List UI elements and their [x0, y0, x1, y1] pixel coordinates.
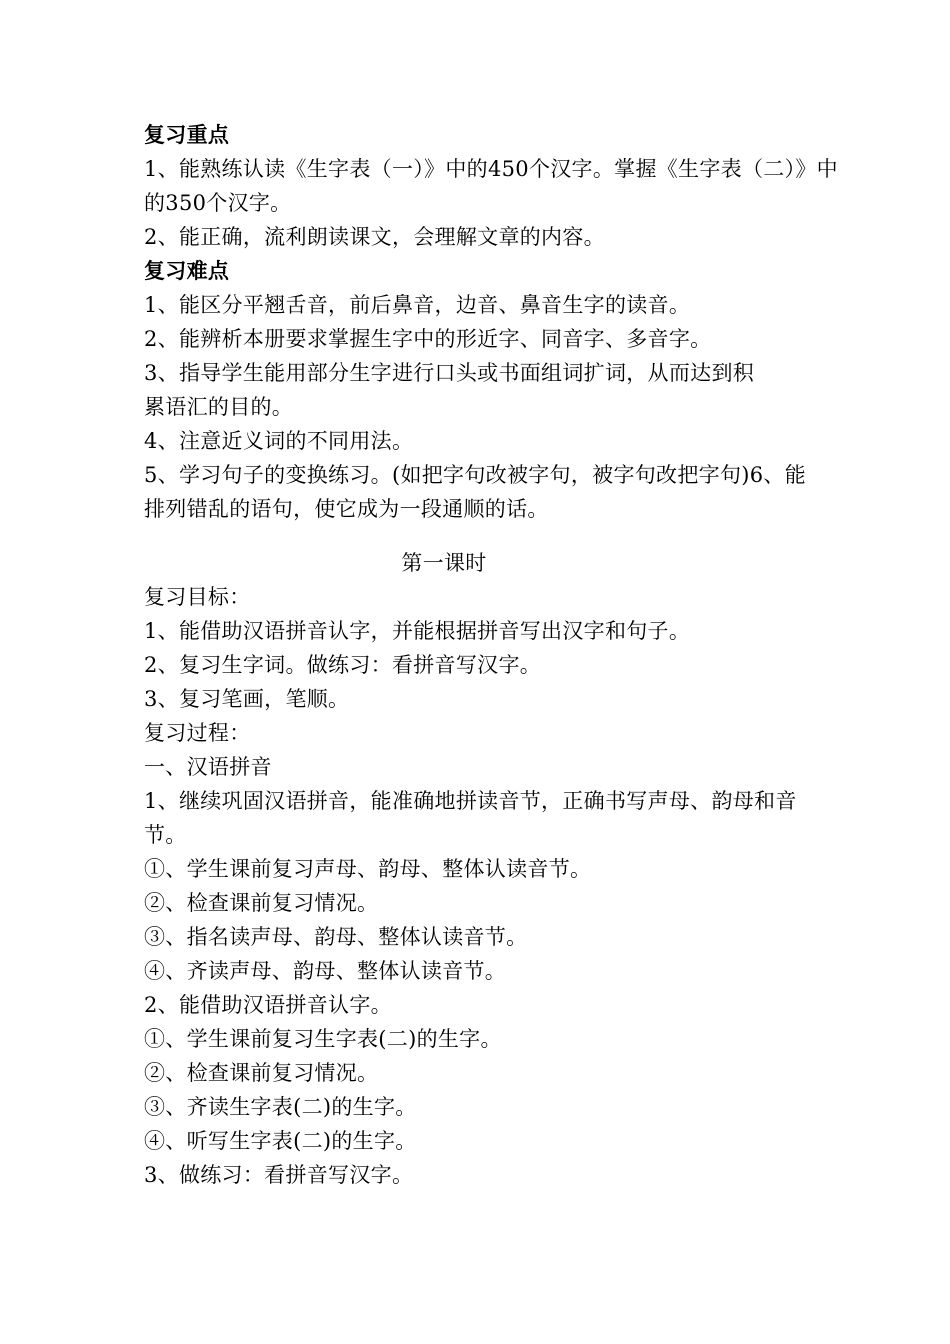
goal-1: 1、能借助汉语拼音认字，并能根据拼音写出汉字和句子。 [144, 619, 691, 643]
step-3: 3、做练习：看拼音写汉字。 [144, 1163, 414, 1187]
goals-label: 复习目标： [144, 585, 251, 609]
step-2-b: ②、检查课前复习情况。 [144, 1061, 379, 1085]
difficulty-item-3-line-1: 3、指导学生能用部分生字进行口头或书面组词扩词，从而达到积 [144, 361, 755, 385]
focus-item-1-line-1: 1、能熟练认读《生字表（一）》中的450个汉字。掌握《生字表（二）》中 [144, 157, 838, 181]
step-1-b: ②、检查课前复习情况。 [144, 891, 379, 915]
focus-item-1-line-2: 的350个汉字。 [144, 191, 292, 215]
focus-item-2: 2、能正确，流利朗读课文，会理解文章的内容。 [144, 225, 605, 249]
goal-3: 3、复习笔画，笔顺。 [144, 687, 350, 711]
difficulty-item-5-line-1: 5、学习句子的变换练习。(如把字句改被字句，被字句改把字句)6、能 [144, 463, 807, 487]
difficulty-item-4: 4、注意近义词的不同用法。 [144, 429, 414, 453]
difficulty-heading: 复习难点 [144, 258, 230, 283]
step-1-line-1: 1、继续巩固汉语拼音，能准确地拼读音节，正确书写声母、韵母和音 [144, 789, 797, 813]
step-2: 2、能借助汉语拼音认字。 [144, 993, 392, 1017]
process-label: 复习过程： [144, 721, 251, 745]
step-1-d: ④、齐读声母、韵母、整体认读音节。 [144, 959, 507, 983]
difficulty-item-2: 2、能辨析本册要求掌握生字中的形近字、同音字、多音字。 [144, 327, 712, 351]
step-1-c: ③、指名读声母、韵母、整体认读音节。 [144, 925, 528, 949]
step-2-a: ①、学生课前复习生字表(二)的生字。 [144, 1027, 502, 1051]
focus-heading: 复习重点 [144, 122, 230, 147]
difficulty-item-5-line-2: 排列错乱的语句，使它成为一段通顺的话。 [144, 497, 549, 521]
step-2-d: ④、听写生字表(二)的生字。 [144, 1129, 417, 1153]
difficulty-item-3-line-2: 累语汇的目的。 [144, 395, 294, 419]
difficulty-item-1: 1、能区分平翘舌音，前后鼻音，边音、鼻音生字的读音。 [144, 293, 691, 317]
section-spacer [144, 526, 814, 546]
document-page [144, 118, 838, 1192]
lesson-title: 第一课时 [401, 551, 487, 575]
step-2-c: ③、齐读生字表(二)的生字。 [144, 1095, 417, 1119]
goal-2: 2、复习生字词。做练习：看拼音写汉字。 [144, 653, 542, 677]
step-1-a: ①、学生课前复习声母、韵母、整体认读音节。 [144, 857, 592, 881]
section-pinyin: 一、汉语拼音 [144, 755, 272, 779]
step-1-line-2: 节。 [144, 823, 187, 847]
